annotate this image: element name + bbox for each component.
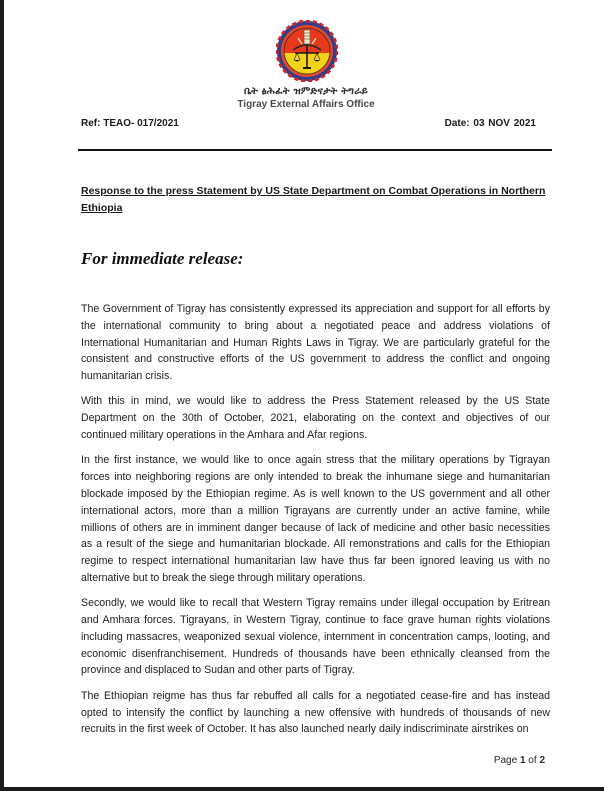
total-pages: 2 [539, 755, 545, 766]
paragraph: With this in mind, we would like to address the Press Statement released by the US State Department on the 30th of October, 2021, elaborating on the context and objectives of our continued military operations in the Amhara and Afar regions. [81, 395, 550, 442]
paragraph: In the first instance, we would like to once again stress that the military operations by Tigrayan forces into neighboring regions are only intended to break the inhumane siege and humanitarian blockade imposed by the Ethiopian regime. As is well known to the US government and all other international actors, more than a million Tigrayans are currently under an active famine, while millions of others are in imminent danger because of lack of medicine and other basic necessities as a result of the siege and humanitarian blockade. All remonstrations and calls for the Ethiopian regime to respect international humanitarian law have thus far been ignored leaving us with no alternative but to break the siege through military operations. [81, 454, 550, 584]
paragraph: The Government of Tigray has consistently expressed its appreciation and support for all efforts by the international community to bring about a negotiated peace and address violations of International Humanitarian and Human Rights Laws in Tigray. We are particularly grateful for the consistent and constructive efforts of the US government to address the conflict and ongoing humanitarian crisis. [81, 303, 550, 383]
page-edge-bottom [0, 787, 604, 791]
subject-heading: Response to the press Statement by US State Department on Combat Operations in Northern Ethiopia [81, 185, 546, 214]
paragraph: Secondly, we would like to recall that Western Tigray remains under illegal occupation by Eritrean and Amhara forces. Tigrayans, in Western Tigray, continue to face grave human rights violations including massacres, weaponized sexual violence, internment in concentration camps, looting, and economic disenfranchisement. Hundreds of thousands have been ethnically cleansed from the province and displaced to Sudan and other parts of Tigray. [81, 597, 550, 677]
current-page: 1 [519, 755, 526, 766]
tigray-emblem-icon [276, 20, 338, 82]
release-heading: For immediate release: [81, 249, 244, 268]
document-date: Date: 03 NOV 2021 [444, 118, 536, 129]
page-number [494, 755, 545, 766]
paragraph: The Ethiopian reigme has thus far rebuffed all calls for a negotiated cease-fire and has instead opted to intensify the conflict by launching a new offensive with hundreds of thousands of new recruits in the first week of October. It has also launched nearly daily indiscriminate airstrikes on [81, 689, 550, 736]
reference-number: Ref: TEAO- 017/2021 [81, 118, 179, 129]
page-separator: of [525, 755, 540, 766]
office-name-english: Tigray External Affairs Office [237, 99, 375, 110]
header-divider [78, 149, 552, 151]
office-name-tigrinya: ቤት ፅሕፈት ዝምድናታት ትግራይ [243, 86, 369, 97]
document-page [4, 0, 604, 787]
page-prefix: Page [493, 755, 520, 766]
body-text [81, 301, 550, 747]
